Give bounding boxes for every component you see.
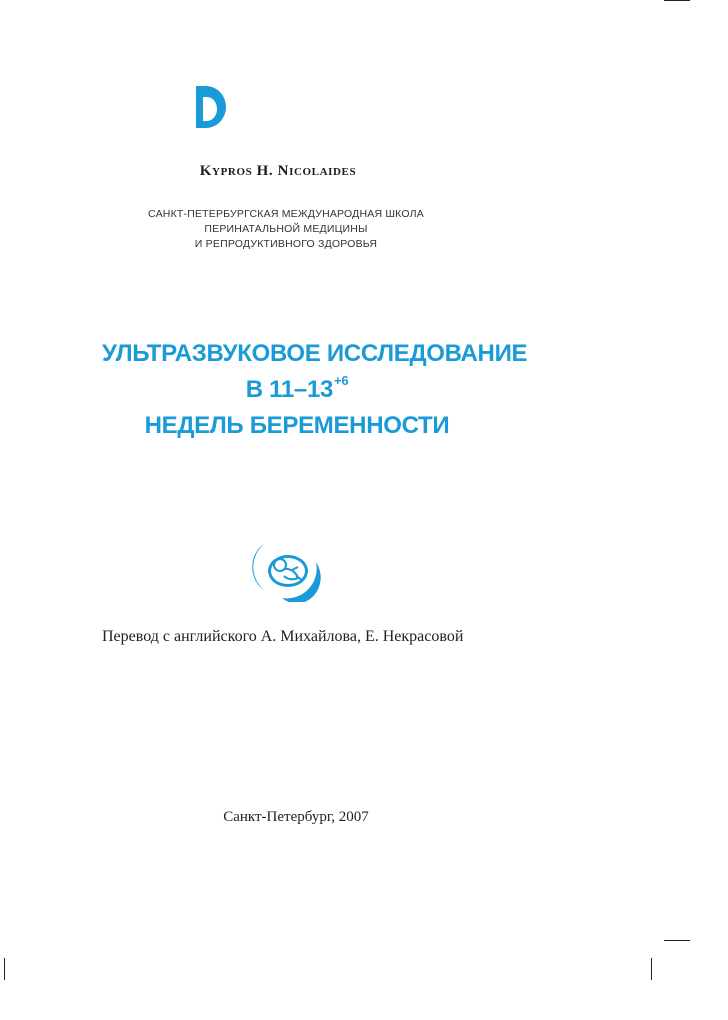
school-name: [0, 207, 572, 252]
book-title: [102, 336, 528, 444]
title-line-1: УЛЬТРАЗВУКОВОЕ ИССЛЕДОВАНИЕ: [102, 340, 528, 367]
title-line-2-text: В 11–13: [245, 376, 334, 403]
fmf-logo-icon: [192, 84, 228, 130]
title-line-2: [102, 372, 492, 408]
title-line-3: НЕДЕЛЬ БЕРЕМЕННОСТИ: [144, 412, 450, 439]
crop-mark-bottom-right-vertical: [651, 958, 652, 980]
translation-credit: Перевод с английского А. Михайлова, Е. Некрасовой: [102, 628, 464, 645]
school-line-2: ПЕРИНАТАЛЬНОЙ МЕДИЦИНЫ: [204, 223, 368, 235]
crop-mark-bottom-right-horizontal: [664, 940, 690, 941]
author-name: Kypros H. Nicolaides: [199, 163, 357, 179]
title-line-2-superscript: +6: [334, 373, 349, 388]
crop-mark-top-right: [664, 0, 690, 1]
publication-place-year: Санкт-Петербург, 2007: [223, 809, 369, 825]
school-line-3: И РЕПРОДУКТИВНОГО ЗДОРОВЬЯ: [194, 238, 378, 250]
crop-mark-bottom-left-vertical: [4, 958, 5, 980]
school-line-1: САНКТ-ПЕТЕРБУРГСКАЯ МЕЖДУНАРОДНАЯ ШКОЛА: [148, 208, 424, 220]
fetus-logo-icon: [252, 540, 324, 602]
